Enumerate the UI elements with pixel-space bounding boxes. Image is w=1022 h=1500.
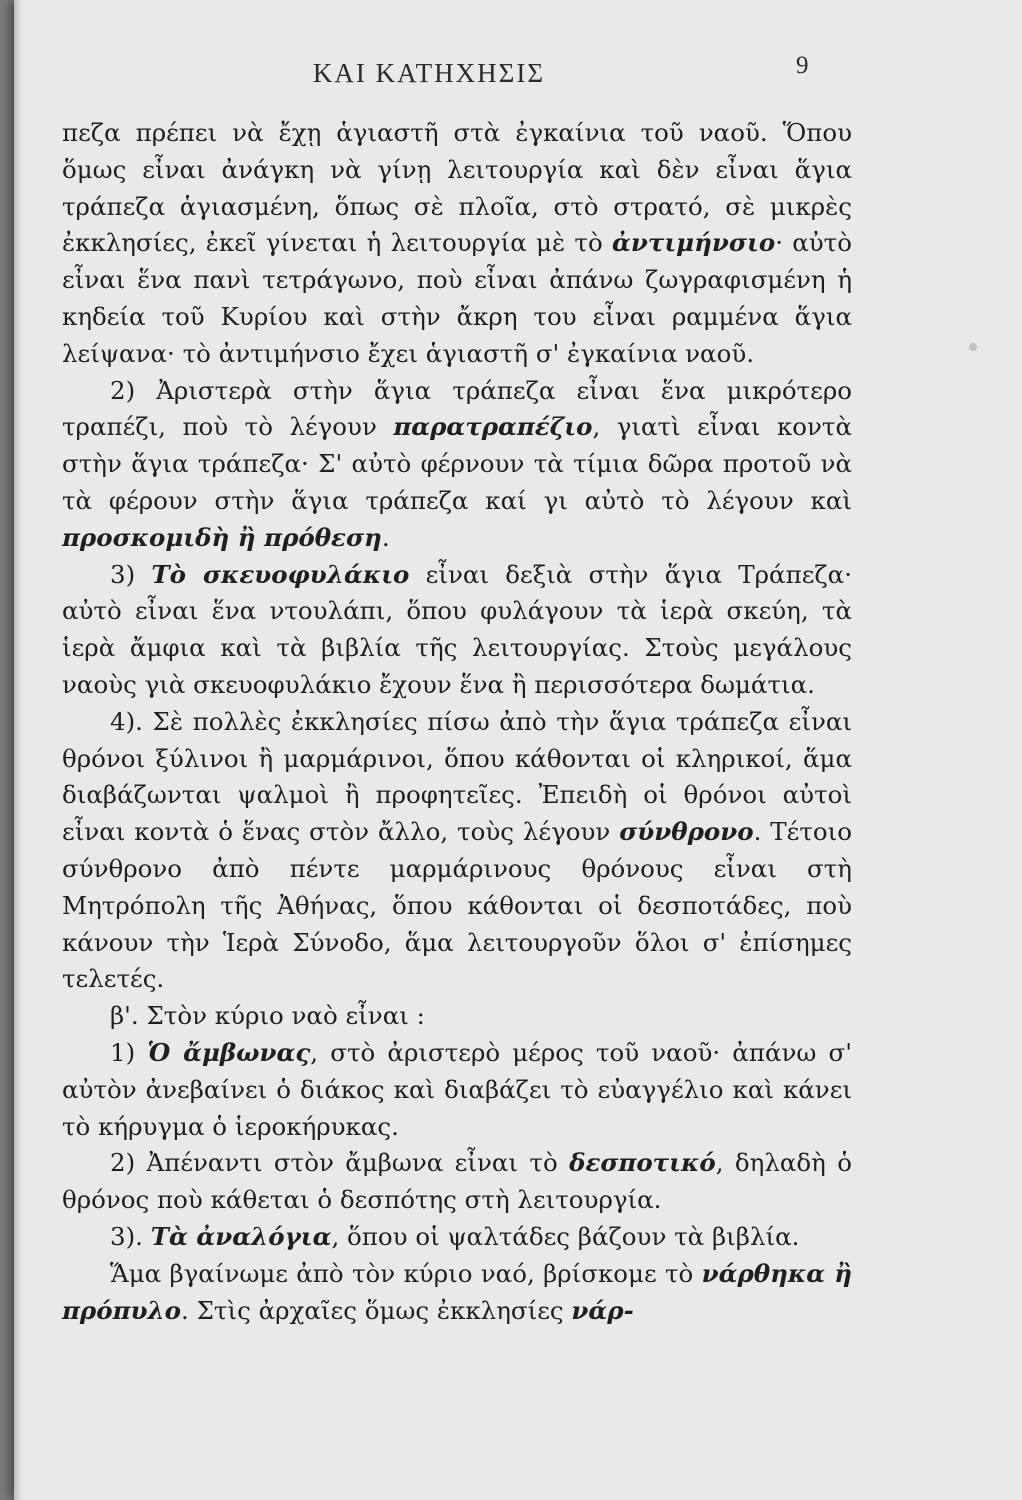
page-header — [14, 52, 1022, 92]
running-title: ΚΑΙ ΚΑΤΗΧΗΣΙΣ — [312, 58, 546, 88]
book-page — [14, 0, 1022, 1500]
text-run: 4). Σὲ πολλὲς ἐκκλησίες πίσω ἀπὸ τὴν ἅγια τράπεζα εἶναι θρόνοι ξύλινοι ἢ μαρμάρινοι, ὅπου κάθονται οἱ κληρικοί, ἅμα διαβάζωνται ψαλμοὶ ἢ προφητεῖες. Ἐπειδὴ οἱ θρόνοι αὐτοὶ εἶναι κοντὰ ὁ ἕνας στὸν ἄλλο, τοὺς λέγουν — [62, 706, 852, 847]
text-run: · αὐτὸ εἶναι ἕνα πανὶ τετράγωνο, ποὺ εἶναι ἀπάνω ζωγραφισμένη ἡ κηδεία τοῦ Κυρίου καὶ στὴν ἄκρη του εἶναι ραμμένα ἅγια λείψανα· τὸ ἀντιμήνσιο ἔχει ἁγιαστῆ σ' ἐγκαίνια ναοῦ. — [62, 228, 852, 368]
text-run: 3) — [110, 559, 152, 589]
text-run: , στὸ ἀριστερὸ μέρος τοῦ ναοῦ· ἀπάνω σ' αὐτὸν ἀνεβαίνει ὁ διάκος καὶ διαβάζει τὸ εὐαγγέλιο καὶ κάνει τὸ κήρυγμα ὁ ἱεροκήρυκας. — [62, 1037, 852, 1141]
emphasized-term: παρατραπέζιο — [393, 412, 593, 442]
paragraph — [62, 704, 852, 998]
emphasized-term: Ὁ ἄμβωνας — [147, 1037, 311, 1067]
text-run: εἶναι δεξιὰ στὴν ἅγια Τράπεζα· αὐτὸ εἶναι ἕνα ντουλάπι, ὅπου φυλάγουν τὰ ἱερὰ σκεύη, τὰ ἱερὰ ἄμφια καὶ τὰ βιβλία τῆς λειτουργίας. Στοὺς μεγάλους ναοὺς γιὰ σκευοφυλάκιο ἔχουν ἕνα ἢ περισσότερα δωμάτια. — [62, 559, 852, 699]
paragraph — [62, 1145, 852, 1219]
emphasized-term: σύνθρονο — [619, 817, 754, 847]
paragraph — [62, 557, 852, 704]
text-run: . — [381, 522, 390, 552]
paragraph — [62, 1256, 852, 1330]
text-run: , ὅπου οἱ ψαλτάδες βάζουν τὰ βιβλία. — [331, 1221, 800, 1251]
paragraph — [62, 1219, 852, 1256]
paragraph — [62, 998, 852, 1035]
paper-blemish — [969, 343, 977, 351]
text-run: πεζα πρέπει νὰ ἔχῃ ἁγιαστῆ στὰ ἐγκαίνια τοῦ ναοῦ. Ὅπου ὅμως εἶναι ἀνάγκη νὰ γίνῃ λειτουργία καὶ δὲν εἶναι ἅγια τράπεζα ἁγιασμένη, ὅπως σὲ πλοῖα, στὸ στρατό, σὲ μικρὲς ἐκκλησίες, ἐκεῖ γίνεται ἡ λειτουργία μὲ τὸ — [62, 118, 852, 258]
text-run: β'. Στὸν κύριο ναὸ εἶναι : — [110, 1001, 425, 1031]
text-run: 2) Ἀριστερὰ στὴν ἅγια τράπεζα εἶναι ἕνα μικρότερο τραπέζι, ποὺ τὸ λέγουν — [62, 375, 852, 442]
paragraph — [62, 1035, 852, 1145]
emphasized-term: ἀντιμήνσιο — [611, 228, 776, 258]
text-run: , δηλαδὴ ὁ θρόνος ποὺ κάθεται ὁ δεσπότης στὴ λειτουργία. — [62, 1148, 852, 1215]
emphasized-term: νάρ- — [571, 1295, 634, 1325]
emphasized-term: προσκομιδὴ ἢ πρόθεση — [62, 522, 382, 552]
emphasized-term: νάρθηκα ἢ πρόπυλο — [62, 1258, 853, 1325]
body-text — [62, 115, 852, 1329]
emphasized-term: Τὸ σκευοφυλάκιο — [151, 559, 410, 589]
text-run: , γιατὶ εἶναι κοντὰ στὴν ἅγια τράπεζα· Σ' αὐτὸ φέρνουν τὰ τίμια δῶρα προτοῦ νὰ τὰ φέρουν στὴν ἅγια τράπεζα καί γι αὐτὸ τὸ λέγουν καὶ — [62, 412, 852, 515]
text-run: 1) — [110, 1037, 148, 1067]
paragraph — [62, 373, 852, 557]
text-run: . Τέτοιο σύνθρονο ἀπὸ πέντε μαρμάρινους θρόνους εἶναι στὴ Μητρόπολη τῆς Ἀθήνας, ὅπου κάθονται οἱ δεσποτάδες, ποὺ κάνουν τὴν Ἱερὰ Σύνοδο, ἅμα λειτουργοῦν ὅλοι σ' ἐπίσημες τελετές. — [62, 817, 852, 994]
emphasized-term: Τὰ ἀναλόγια — [150, 1221, 332, 1251]
emphasized-term: δεσποτικό — [569, 1148, 716, 1178]
text-run: Ἅμα βγαίνωμε ἀπὸ τὸν κύριο ναό, βρίσκομε τὸ — [110, 1258, 702, 1288]
text-run: 3). — [110, 1221, 151, 1251]
paragraph — [62, 115, 852, 373]
text-run: 2) Ἀπέναντι στὸν ἄμβωνα εἶναι τὸ — [110, 1148, 570, 1178]
text-run: . Στὶς ἀρχαῖες ὅμως ἐκκλησίες — [181, 1295, 572, 1325]
page-number: 9 — [796, 52, 809, 79]
